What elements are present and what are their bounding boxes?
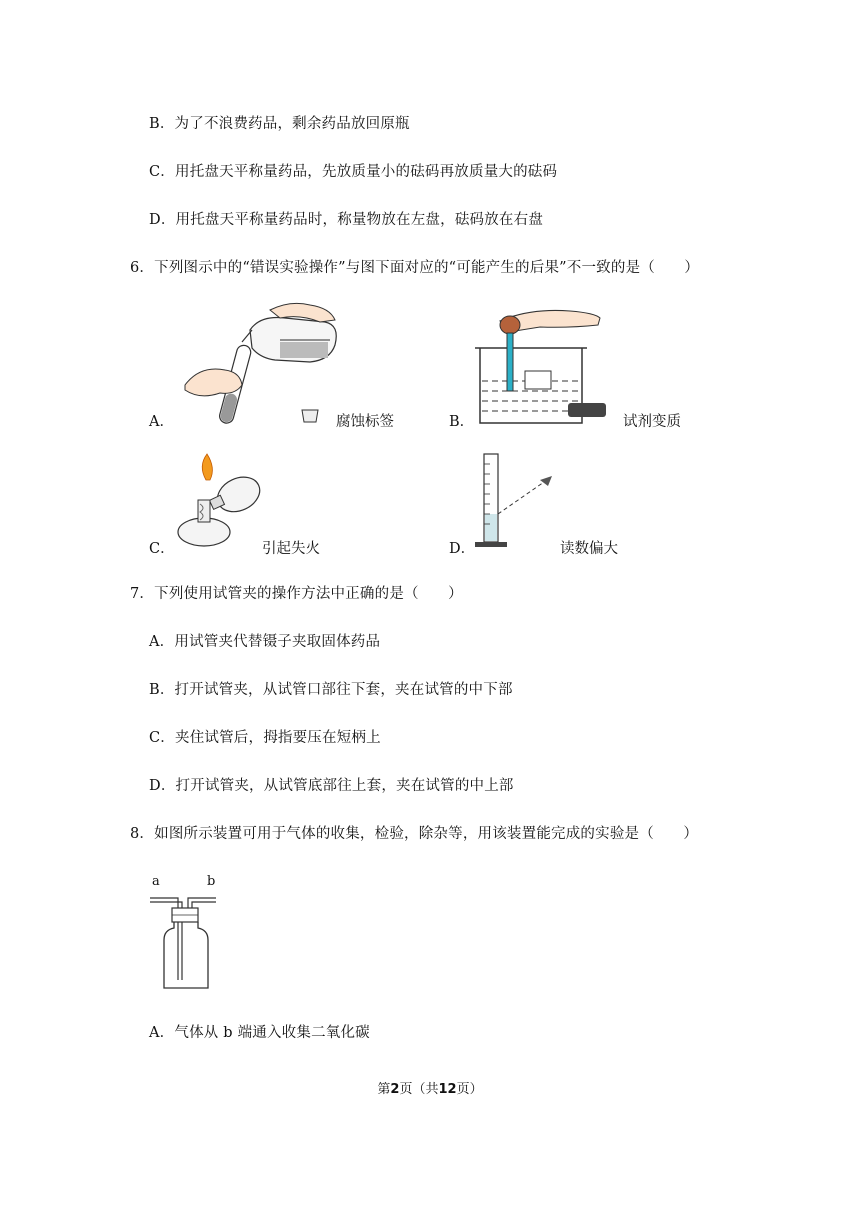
q6-option-d-letter: D．	[449, 541, 476, 557]
q6-option-d-result: 读数偏大	[560, 541, 618, 557]
q6-option-b-result: 试剂变质	[623, 414, 681, 430]
q6-option-c-letter: C．	[149, 541, 175, 557]
q8-stem: 8．如图所示装置可用于气体的收集，检验，除杂等，用该装置能完成的实验是（ ）	[130, 826, 699, 842]
q7-stem: 7．下列使用试管夹的操作方法中正确的是（ ）	[130, 586, 463, 602]
footer-suffix: 页）	[456, 1082, 483, 1097]
q7-option-b: B．打开试管夹，从试管口部往下套，夹在试管的中下部	[149, 682, 513, 698]
footer-prefix: 第	[377, 1082, 391, 1097]
port-b-label: b	[207, 874, 216, 889]
q6-option-a-letter: A．	[149, 414, 174, 430]
pouring-liquid-figure	[180, 300, 350, 430]
gas-washing-bottle-figure	[148, 888, 218, 990]
footer-middle: 页（共	[399, 1082, 439, 1097]
q5-option-c: C．用托盘天平称量药品，先放质量小的砝码再放质量大的砝码	[149, 164, 558, 180]
q5-option-d: D．用托盘天平称量药品时，称量物放在左盘，砝码放在右盘	[149, 212, 544, 228]
port-a-label: a	[152, 874, 160, 889]
dropper-reagent-figure	[470, 303, 620, 428]
q7-option-c: C．夹住试管后，拇指要压在短柄上	[149, 730, 381, 746]
alcohol-lamp-figure	[172, 452, 272, 552]
q6-option-a-result: 腐蚀标签	[336, 414, 394, 430]
q7-option-d: D．打开试管夹，从试管底部往上套，夹在试管的中上部	[149, 778, 514, 794]
graduated-cylinder-figure	[472, 450, 562, 550]
q8-option-a: A．气体从 b 端通入收集二氧化碳	[149, 1025, 370, 1041]
footer-page-number: 2	[390, 1082, 400, 1097]
footer-total-pages: 12	[438, 1082, 457, 1097]
q6-option-b-letter: B．	[449, 414, 475, 430]
q6-option-c-result: 引起失火	[262, 541, 320, 557]
q7-option-a: A．用试管夹代替镊子夹取固体药品	[149, 634, 381, 650]
page-footer	[0, 1078, 860, 1097]
q5-option-b: B．为了不浪费药品，剩余药品放回原瓶	[149, 116, 410, 132]
q6-stem: 6．下列图示中的“错误实验操作”与图下面对应的“可能产生的后果”不一致的是（ ）	[130, 260, 700, 276]
